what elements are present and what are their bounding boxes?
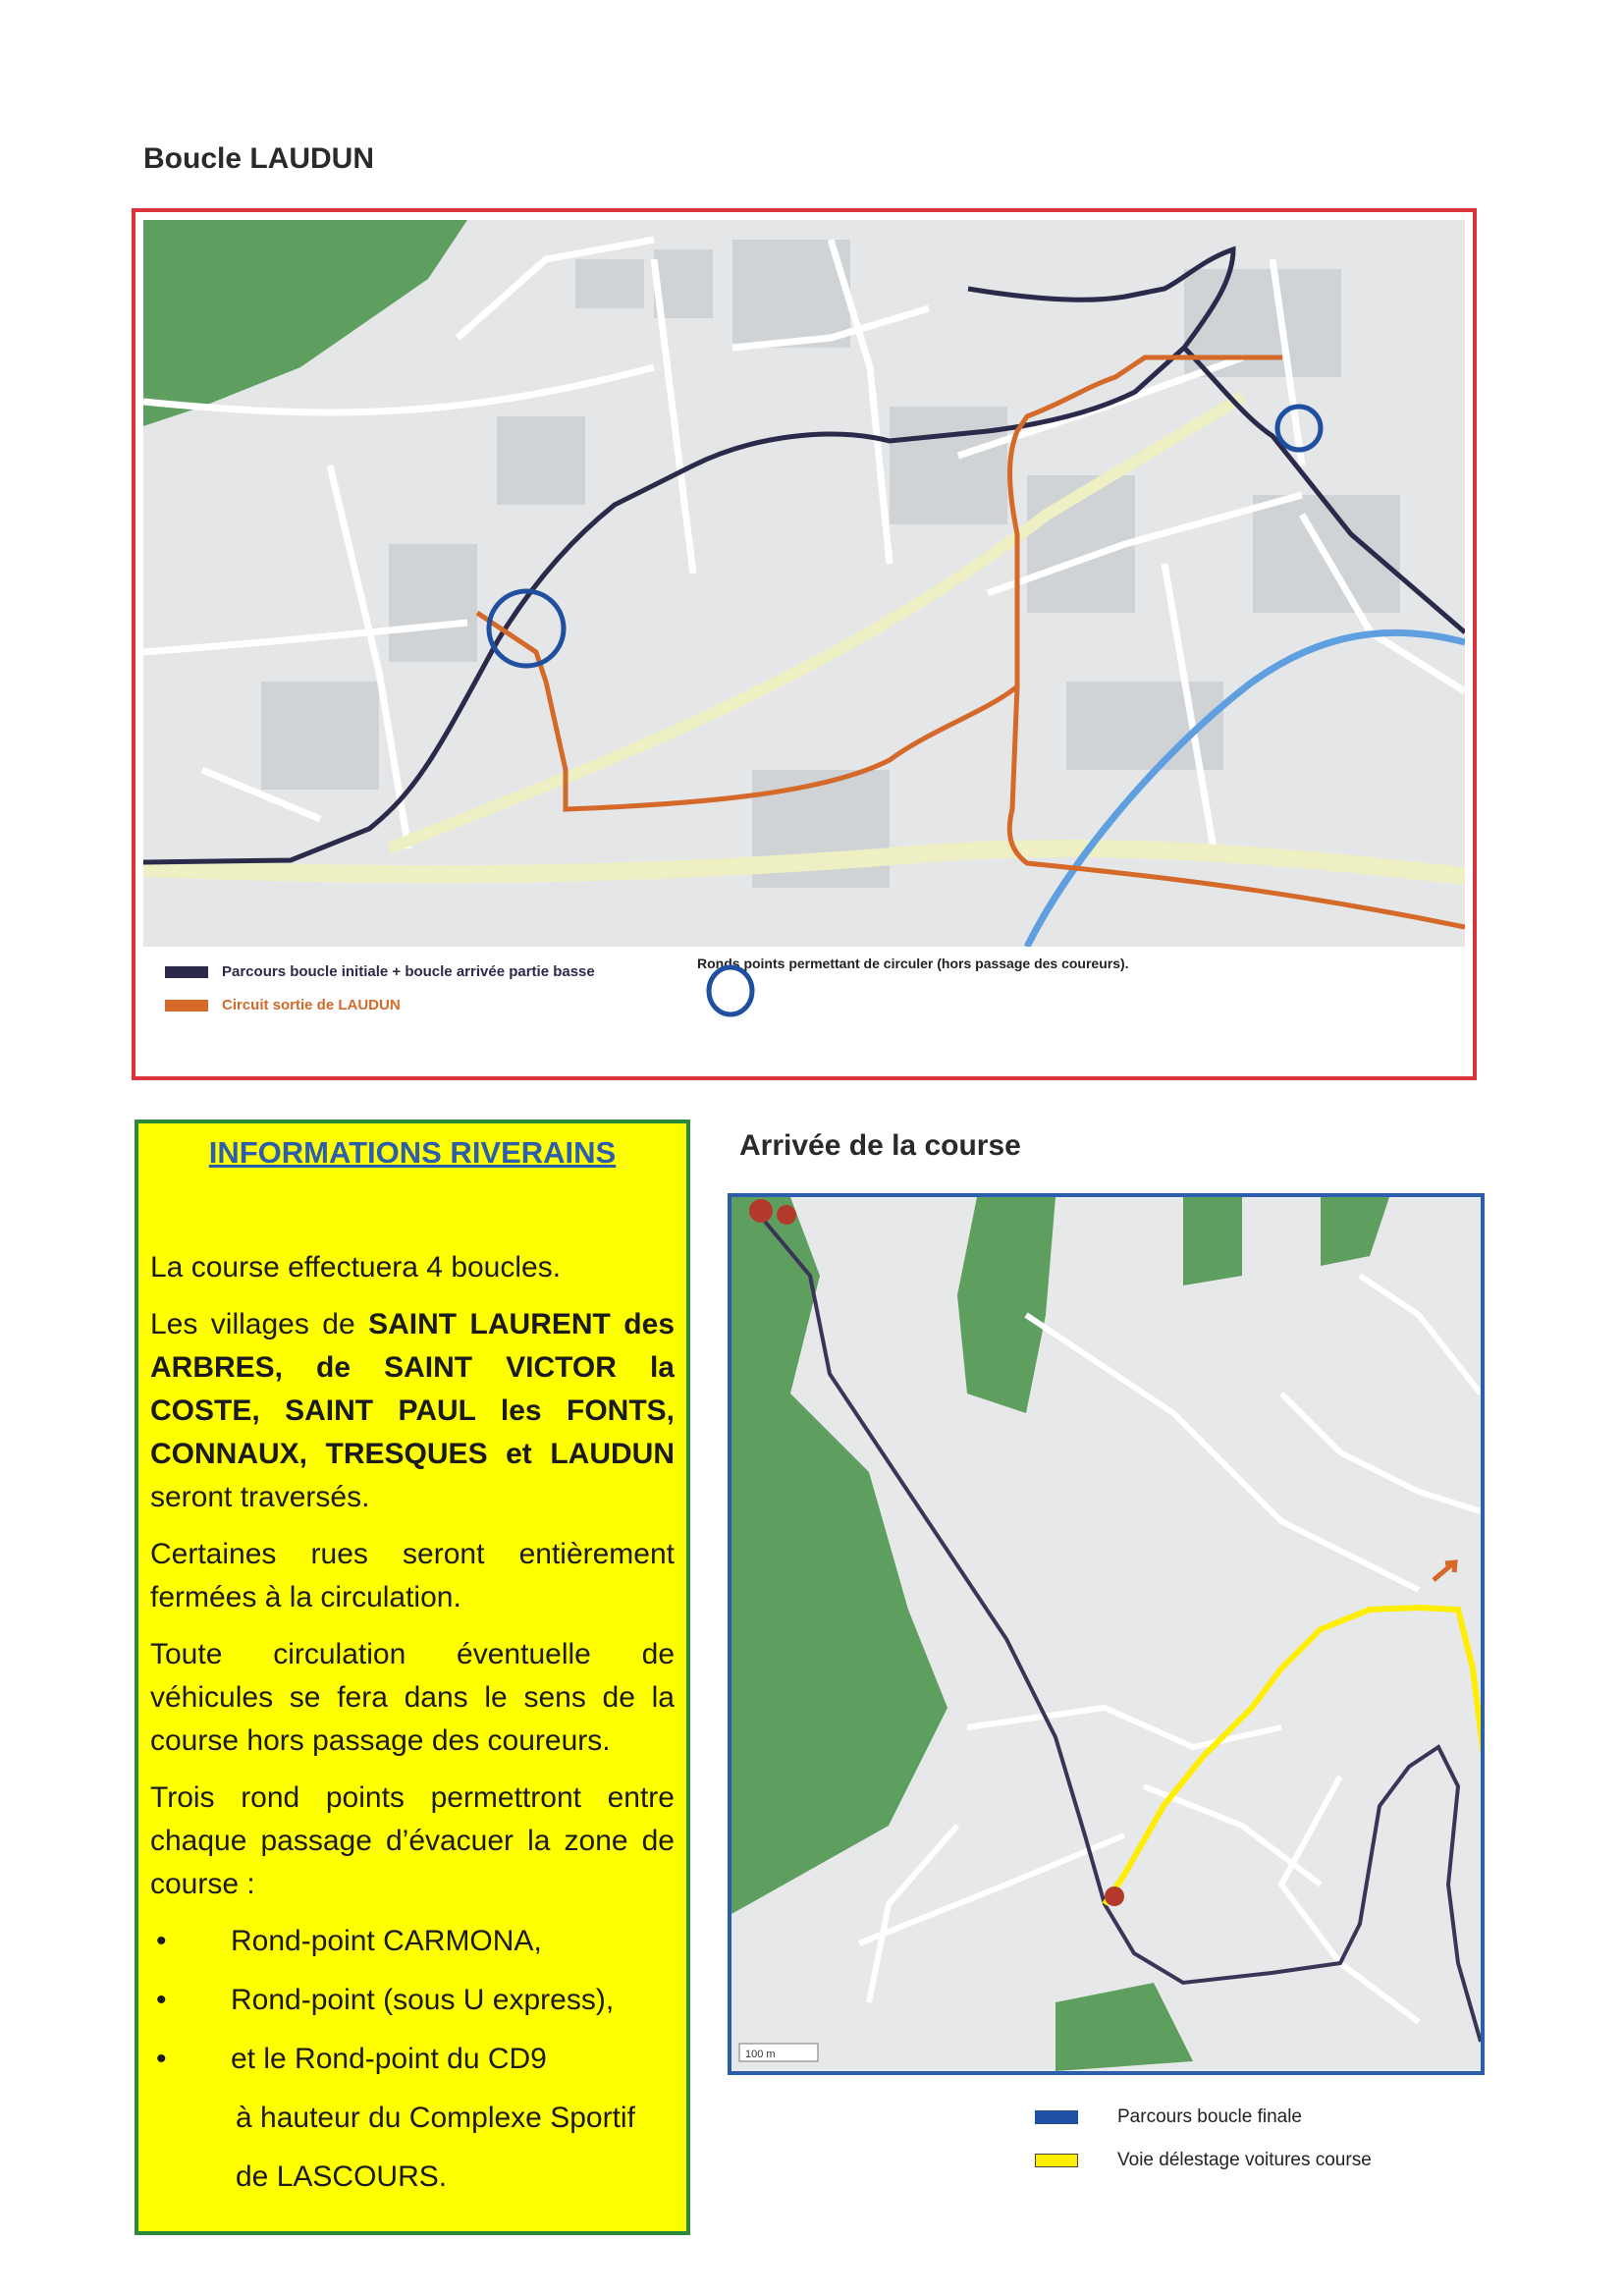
blue-swatch [1035,2110,1078,2124]
arrival-title: Arrivée de la course [739,1129,1021,1162]
orange-route-swatch [165,1000,208,1011]
legend-orange-label: Circuit sortie de LAUDUN [222,997,401,1013]
yellow-swatch [1035,2154,1078,2167]
scale-label: 100 m [745,2049,776,2060]
info-title: INFORMATIONS RIVERAINS [208,1135,617,1170]
bullet-icon: • [156,1925,167,1957]
legend-yellow [1035,2150,1372,2171]
legend-roundabouts-label: Ronds points permettant de circuler (hors passage des coureurs). [697,956,1129,971]
legend-dark-route [165,963,595,980]
info-paragraph: Trois rond points permettront entre chaque passage d’évacuer la zone de course : [150,1781,675,1900]
info-paragraph: Certaines rues seront entièrement fermées à la circulation. [150,1538,675,1613]
finish-marker-icon [1105,1886,1124,1906]
list-item: • Rond-point CARMONA, [150,1920,675,1963]
arrival-legend [1035,2099,1447,2187]
info-tail-line: de LASCOURS. [236,2160,448,2193]
info-body [150,1246,675,2214]
info-paragraph: Toute circulation éventuelle de véhicules se fera dans le sens de la course hors passage des coureurs. [150,1638,675,1757]
legend-orange-route [165,997,401,1013]
arrival-map [728,1193,1485,2075]
residents-info-box [135,1120,690,2235]
legend-roundabouts [697,956,1129,971]
laudun-loop-map [132,208,1477,1080]
laudun-map-drawing [143,220,1465,947]
bullet-icon: • [156,2043,167,2075]
list-item: • et le Rond-point du CD9 [150,2038,675,2081]
map-legend [153,954,1459,1062]
arrival-map-drawing [731,1197,1481,2071]
dark-route-swatch [165,966,208,978]
circle-icon [705,963,756,1018]
legend-yellow-label: Voie délestage voitures course [1117,2150,1372,2170]
bullet-icon: • [156,1984,167,2016]
legend-blue-label: Parcours boucle finale [1117,2106,1302,2127]
legend-blue [1035,2106,1302,2128]
info-tail-line: à hauteur du Complexe Sportif [236,2102,635,2134]
poi-marker-icon [777,1205,796,1225]
info-paragraph: La course effectuera 4 boucles. [150,1251,562,1284]
info-paragraph: Les villages de SAINT LAURENT des ARBRES, de SAINT VICTOR la COSTE, SAINT PAUL les FONTS, CONNAUX, TRESQUES et LAUDUN seront traversés. [150,1308,676,1513]
start-marker-icon [749,1199,773,1223]
legend-dark-label: Parcours boucle initiale + boucle arrivée partie basse [222,963,595,980]
page-title: Boucle LAUDUN [143,142,375,175]
list-item: • Rond-point (sous U express), [150,1979,675,2022]
